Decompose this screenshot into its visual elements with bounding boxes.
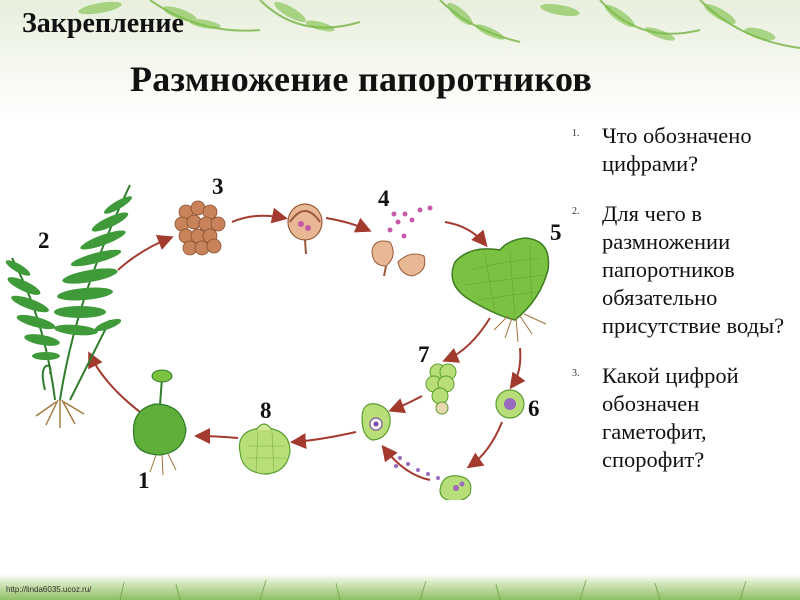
single-sporangium (288, 204, 322, 254)
question-number: 2. (572, 206, 580, 217)
arrow-7-to-fertilization (392, 396, 422, 410)
stage-label-5: 5 (550, 220, 562, 245)
stage-label-2: 2 (38, 228, 50, 253)
arrow-5-to-6 (512, 348, 520, 386)
antheridium-bursting (440, 476, 471, 500)
arrow-5-to-7 (446, 318, 490, 360)
arrow-1-to-2 (90, 355, 140, 412)
antheridium (496, 390, 524, 418)
question-number: 1. (572, 128, 580, 139)
arrow-6-to-egg (470, 422, 502, 466)
egg-in-archegonium (362, 404, 390, 440)
zygote-embryo (239, 424, 290, 474)
section-title: Закрепление (22, 8, 184, 39)
slide-title: Размножение папоротников (130, 59, 593, 99)
stage-label-3: 3 (212, 174, 224, 199)
footer-url: http://linda6035.ucoz.ru/ (6, 585, 92, 594)
question-text: Для чего в размножении папоротников обязательно присутствие воды? (602, 201, 785, 338)
grass-footer-strip (0, 574, 800, 600)
adult-fern-sporophyte (4, 185, 134, 428)
archegonium (426, 364, 456, 414)
arrow-4-to-5 (445, 222, 485, 244)
fern-life-cycle-diagram (0, 160, 570, 500)
arrow-sporangium-to-4 (326, 218, 368, 230)
question-text: Какой цифрой обозначен гаметофит, спорофит? (602, 363, 739, 472)
open-sporangium-releasing-spores (372, 206, 433, 277)
stage-label-4: 4 (378, 186, 390, 211)
question-list (568, 122, 794, 496)
arrow-8-to-1 (198, 436, 238, 438)
question-item (568, 122, 794, 178)
young-sporophyte (133, 370, 186, 475)
stage-label-8: 8 (260, 398, 272, 423)
question-text: Что обозначено цифрами? (602, 123, 752, 176)
arrow-fertilization-to-8 (294, 432, 356, 442)
stage-label-7: 7 (418, 342, 430, 367)
question-item (568, 200, 794, 340)
question-item (568, 362, 794, 474)
stage-label-6: 6 (528, 396, 540, 421)
prothallus-gametophyte (452, 238, 548, 342)
sorus-sporangia (175, 201, 225, 255)
question-number: 3. (572, 368, 580, 379)
arrow-3-to-sporangium (232, 216, 284, 222)
stage-label-1: 1 (138, 468, 150, 493)
arrow-2-to-3 (118, 238, 170, 270)
